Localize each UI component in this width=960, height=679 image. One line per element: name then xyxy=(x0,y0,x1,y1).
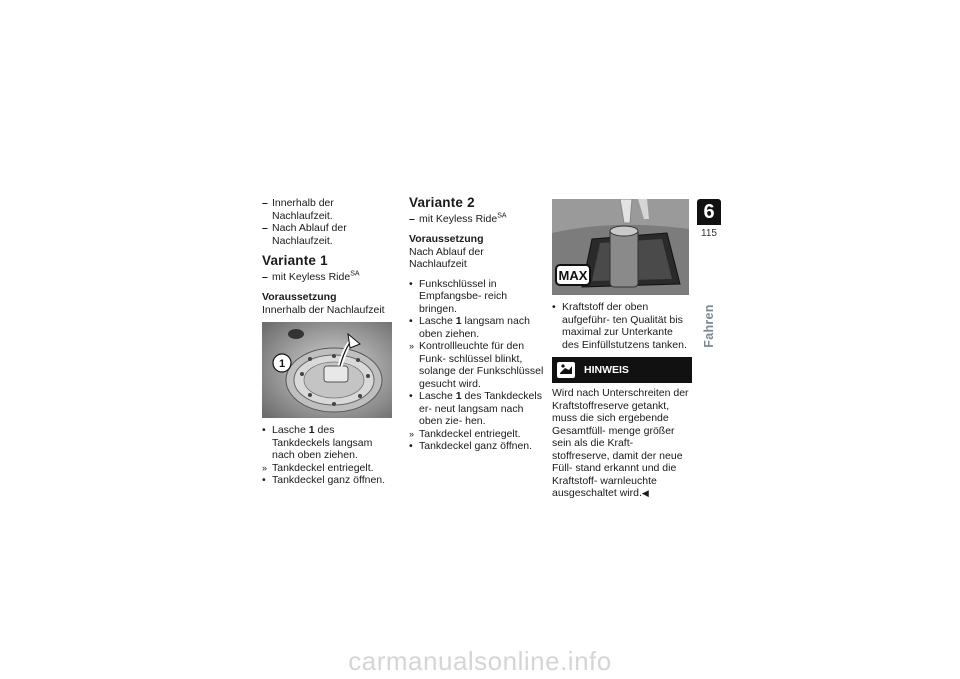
chapter-number: 6 xyxy=(697,199,721,225)
watermark: carmanualsonline.info xyxy=(348,646,612,676)
end-marker-icon: ◀ xyxy=(641,488,649,498)
step-text: des Tankdeckels er- neut langsam nach oben zie- hen. xyxy=(419,390,542,427)
column-3 xyxy=(552,199,692,500)
step-lift-tab-again xyxy=(409,390,544,428)
step-text: langsam nach oben ziehen. xyxy=(419,315,530,340)
hint-box-header xyxy=(552,357,692,383)
heading-variante-2: Variante 2 xyxy=(409,195,475,210)
keyless-note-1 xyxy=(262,271,392,284)
step-ref: 1 xyxy=(308,424,315,436)
step-ref: 1 xyxy=(455,315,462,327)
subheading-voraussetzung-2: Voraussetzung xyxy=(409,233,484,245)
heading-variante-1: Variante 1 xyxy=(262,253,328,268)
keyless-text: mit Keyless Ride xyxy=(272,270,351,283)
hint-icon xyxy=(556,361,576,379)
step-text: Lasche xyxy=(419,390,456,402)
fuel-filler-photo xyxy=(552,199,689,295)
keyless-note-2 xyxy=(409,213,544,226)
hint-label: HINWEIS xyxy=(584,363,629,376)
sa-mark: SA xyxy=(497,212,507,219)
result-unlocked-2: » Tankdeckel entriegelt. xyxy=(409,428,544,441)
figure-callout-1: 1 xyxy=(278,358,286,370)
step-text: des Tankdeckels langsam nach oben ziehen. xyxy=(272,424,373,461)
condition-text-2: Nach Ablauf der Nachlaufzeit xyxy=(409,245,484,270)
step-text: Lasche xyxy=(419,315,456,327)
page-number: 115 xyxy=(701,228,717,239)
step-refuel: • Kraftstoff der oben aufgeführ- ten Qualität bis maximal zur Unterkante des Einfüllstutzens tanken. xyxy=(552,301,692,351)
condition-text-1: Innerhalb der Nachlaufzeit xyxy=(262,303,385,316)
result-indicator-blinks: » Kontrollleuchte für den Funk- schlüssel blinkt, solange der Funkschlüssel gesucht wird. xyxy=(409,340,544,390)
result-unlocked-1: » Tankdeckel entriegelt. xyxy=(262,462,392,475)
step-key-in-range: • Funkschlüssel in Empfangsbe- reich bringen. xyxy=(409,278,544,316)
keyless-text: mit Keyless Ride xyxy=(419,212,498,225)
step-open-1: • Tankdeckel ganz öffnen. xyxy=(262,474,392,487)
hint-body: Wird nach Unterschreiten der Kraftstoffreserve getankt, muss die sich ergebende Gesamtfüll- menge größer sein als die Kraft- stoffreserve, damit der neue Füll- stand erkannt und die Kraftstoff- warnleuchte ausgeschaltet wird. xyxy=(552,387,689,499)
step-text: Lasche xyxy=(272,424,309,436)
tank-cap-photo xyxy=(262,322,392,418)
condition-dash-2: – Nach Ablauf der Nachlaufzeit. xyxy=(262,222,392,247)
sa-mark: SA xyxy=(350,270,360,277)
chapter-title: Fahren xyxy=(702,304,716,348)
step-lift-tab-1 xyxy=(262,424,392,462)
max-label: MAX xyxy=(558,268,588,283)
column-1 xyxy=(262,197,392,487)
step-open-2: • Tankdeckel ganz öffnen. xyxy=(409,440,544,453)
chapter-marker xyxy=(697,199,721,239)
condition-dash-1: – Innerhalb der Nachlaufzeit. xyxy=(262,197,392,222)
hint-text xyxy=(552,387,692,500)
subheading-voraussetzung-1: Voraussetzung xyxy=(262,291,337,303)
chapter-title-tab xyxy=(698,296,720,356)
step-ref: 1 xyxy=(455,390,462,402)
step-lift-tab-2 xyxy=(409,315,544,340)
column-2 xyxy=(409,197,544,453)
